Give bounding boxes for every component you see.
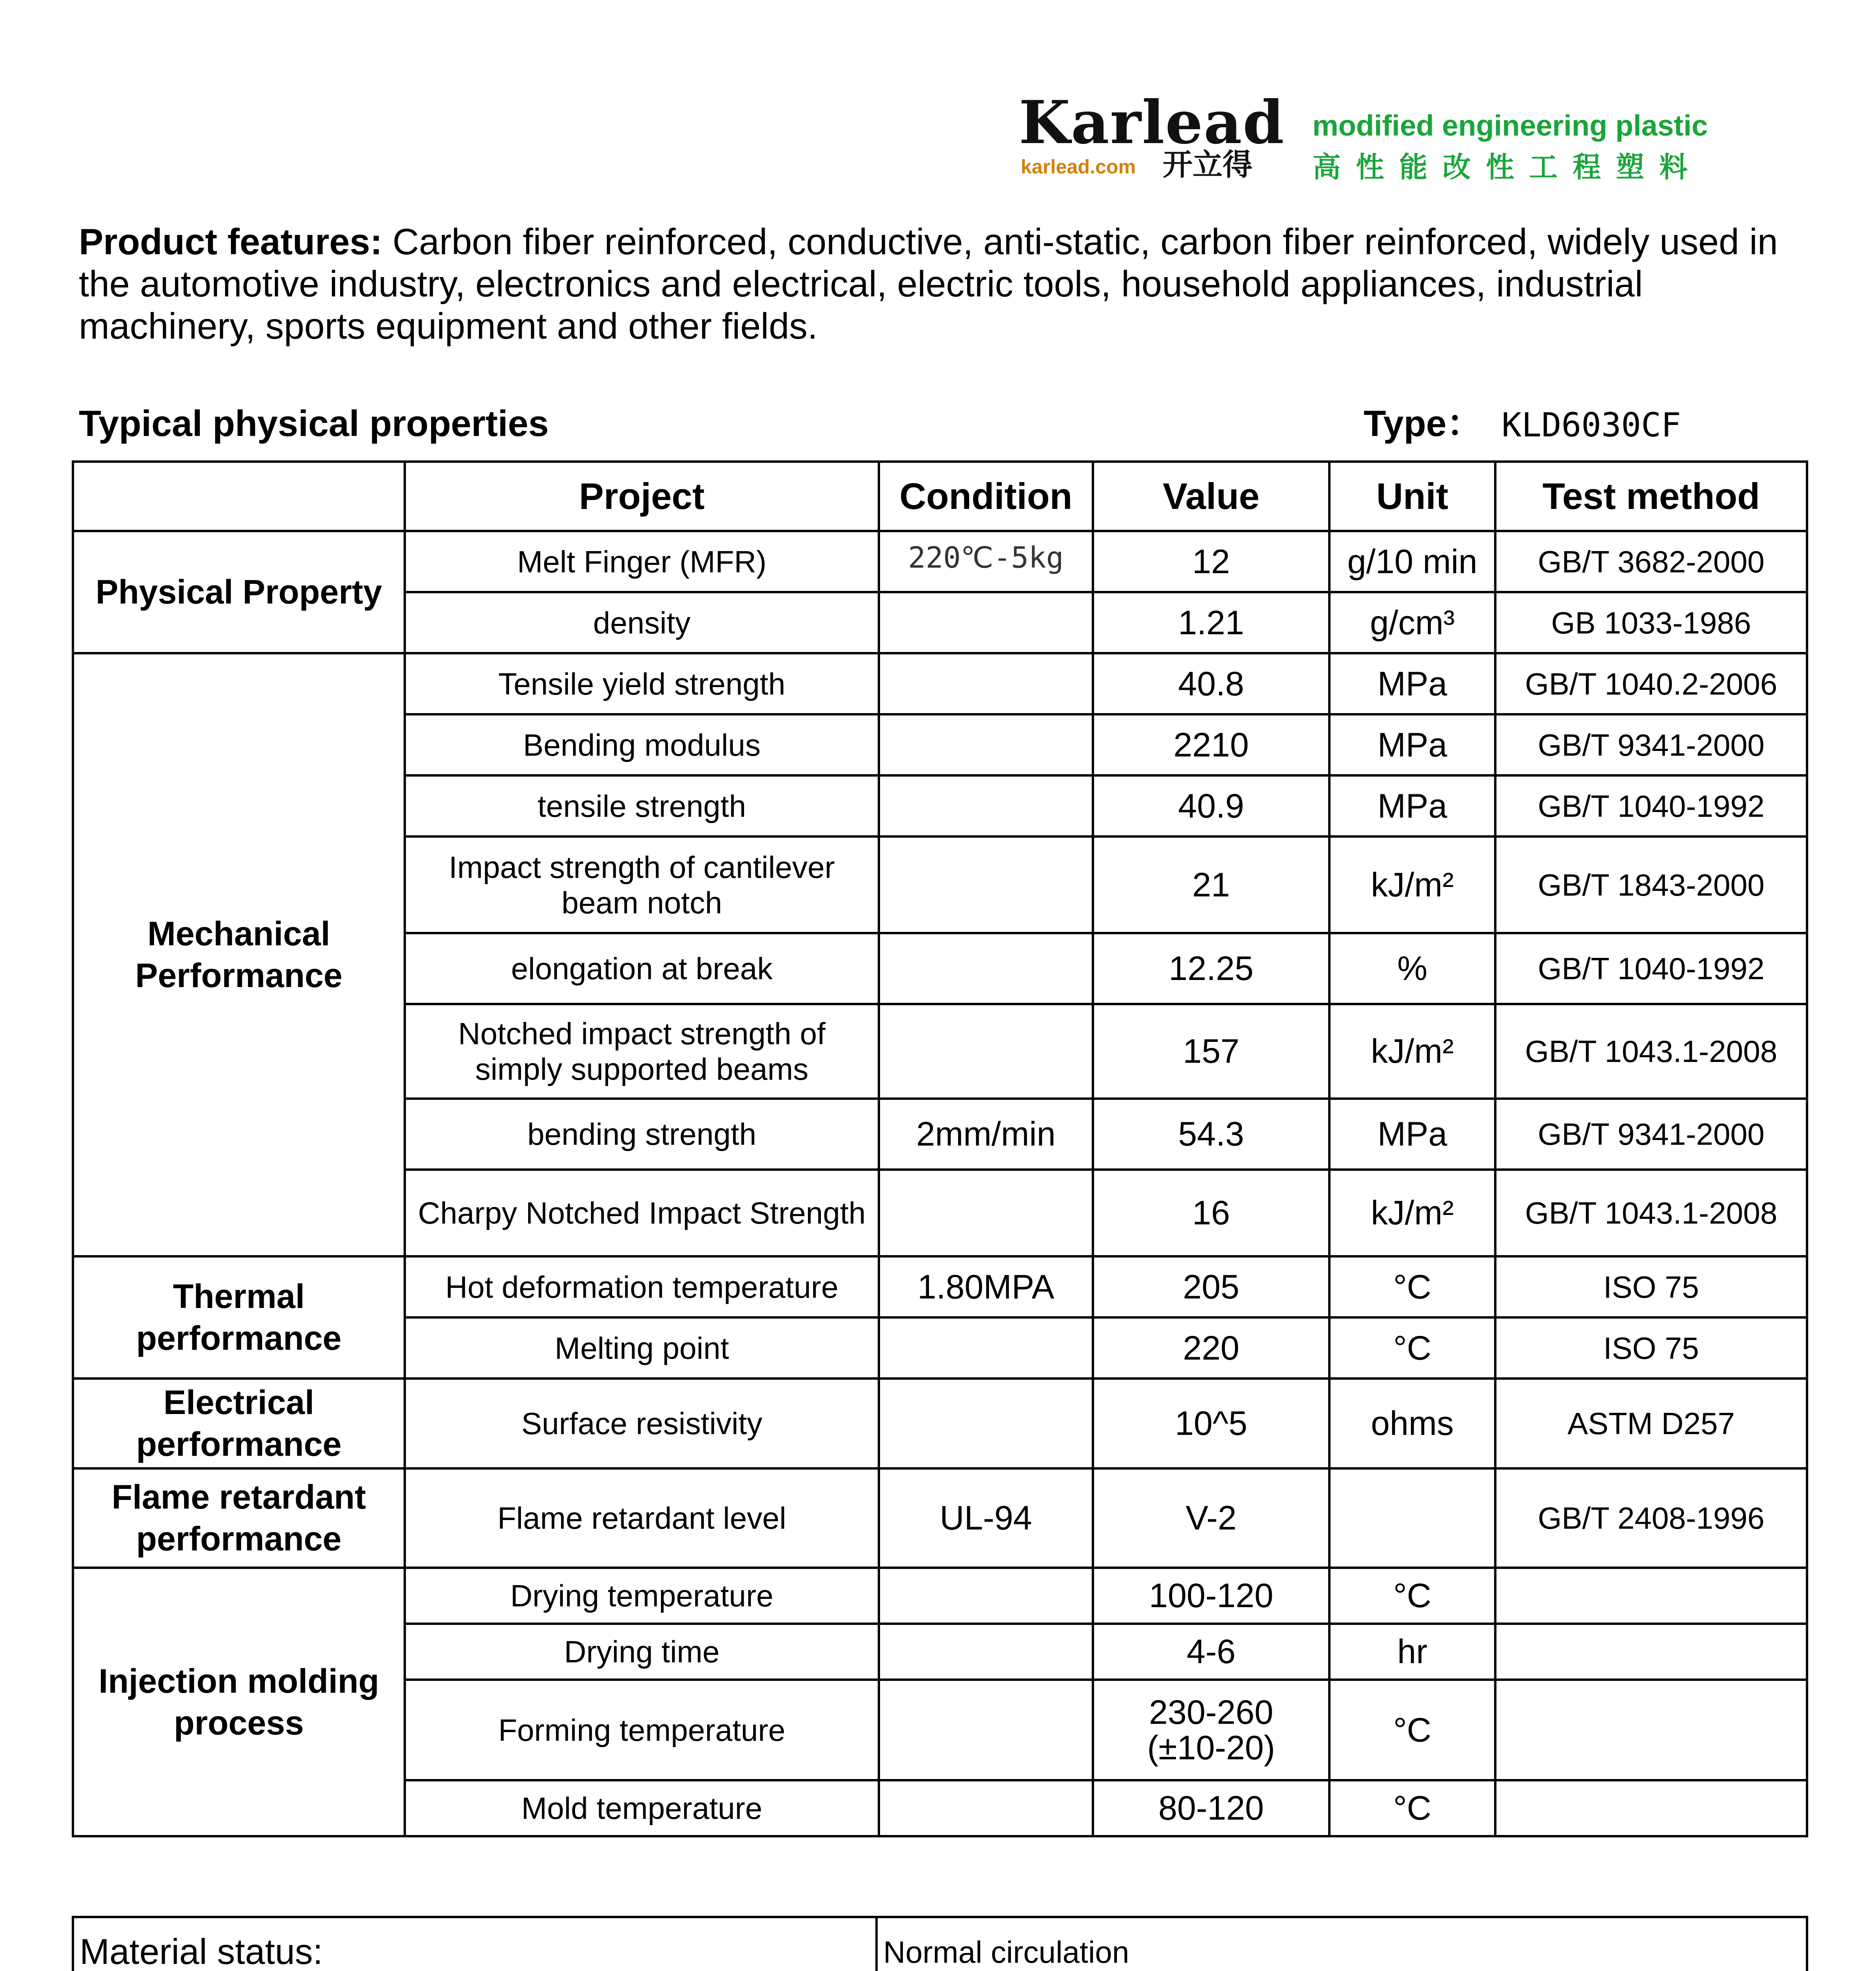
- unit-cell: kJ/m²: [1329, 1170, 1495, 1256]
- tagline: modified engineering plastic: [1312, 109, 1708, 142]
- unit-cell: MPa: [1329, 653, 1495, 714]
- method-cell: [1495, 1780, 1807, 1836]
- method-cell: GB/T 9341-2000: [1495, 1099, 1807, 1170]
- unit-cell: MPa: [1329, 775, 1495, 836]
- table-row: [73, 653, 1807, 714]
- value-cell: 54.3: [1093, 1099, 1329, 1170]
- project-cell: Tensile yield strength: [405, 653, 879, 714]
- brand-website: karlead.com: [1021, 156, 1136, 178]
- condition-cell: [879, 1624, 1093, 1680]
- condition-cell: [879, 933, 1093, 1004]
- unit-cell: MPa: [1329, 1099, 1495, 1170]
- table-row: [73, 1379, 1807, 1468]
- method-cell: GB/T 9341-2000: [1495, 714, 1807, 775]
- info-label: Material status:: [73, 1917, 877, 1971]
- tagline-chinese: 高性能改性工程塑料: [1312, 150, 1703, 184]
- category-cell: Injection molding process: [73, 1568, 405, 1836]
- value-cell: 1.21: [1093, 592, 1329, 653]
- condition-cell: [879, 1780, 1093, 1836]
- properties-title: Typical physical properties: [79, 403, 549, 444]
- table-row: [73, 1256, 1807, 1317]
- project-cell: Notched impact strength of simply supported beams: [405, 1004, 879, 1099]
- value-cell: 4-6: [1093, 1624, 1329, 1680]
- value-cell: 100-120: [1093, 1568, 1329, 1624]
- condition-cell: 2mm/min: [879, 1099, 1093, 1170]
- project-cell: Melting point: [405, 1317, 879, 1379]
- method-cell: ASTM D257: [1495, 1379, 1807, 1468]
- unit-cell: hr: [1329, 1624, 1495, 1680]
- category-cell: Thermal performance: [73, 1256, 405, 1379]
- project-cell: bending strength: [405, 1099, 879, 1170]
- condition-cell: [879, 714, 1093, 775]
- condition-cell: [879, 1004, 1093, 1099]
- project-cell: Surface resistivity: [405, 1379, 879, 1468]
- value-cell: 220: [1093, 1317, 1329, 1379]
- product-features-text: Carbon fiber reinforced, conductive, anti-static, carbon fiber reinforced, widely used in the automotive industry, electronics and electrical, electric tools, household appliances, industrial machinery, sports equipment and other fields.: [79, 221, 1778, 347]
- project-cell: Charpy Notched Impact Strength: [405, 1170, 879, 1256]
- product-features: [79, 221, 1821, 347]
- project-cell: Drying temperature: [405, 1568, 879, 1624]
- project-cell: elongation at break: [405, 933, 879, 1004]
- value-cell: V-2: [1093, 1468, 1329, 1568]
- condition-cell: [879, 653, 1093, 714]
- unit-cell: kJ/m²: [1329, 836, 1495, 933]
- project-cell: Bending modulus: [405, 714, 879, 775]
- method-cell: [1495, 1568, 1807, 1624]
- unit-cell: %: [1329, 933, 1495, 1004]
- method-cell: [1495, 1624, 1807, 1680]
- value-cell: 230-260 (±10-20): [1093, 1680, 1329, 1780]
- condition-cell: 220℃-5kg: [879, 531, 1093, 592]
- method-cell: GB/T 1043.1-2008: [1495, 1170, 1807, 1256]
- condition-cell: 1.80MPA: [879, 1256, 1093, 1317]
- value-cell: 205: [1093, 1256, 1329, 1317]
- method-cell: GB/T 1043.1-2008: [1495, 1004, 1807, 1099]
- info-row: [73, 1917, 1807, 1971]
- project-cell: Flame retardant level: [405, 1468, 879, 1568]
- method-cell: GB/T 1040.2-2006: [1495, 653, 1807, 714]
- condition-cell: [879, 1680, 1093, 1780]
- method-cell: [1495, 1680, 1807, 1780]
- unit-cell: MPa: [1329, 714, 1495, 775]
- method-cell: GB/T 1040-1992: [1495, 775, 1807, 836]
- value-cell: 21: [1093, 836, 1329, 933]
- condition-cell: [879, 836, 1093, 933]
- value-cell: 10^5: [1093, 1379, 1329, 1468]
- unit-cell: [1329, 1468, 1495, 1568]
- unit-cell: °C: [1329, 1317, 1495, 1379]
- type-label: Type：: [1364, 403, 1483, 444]
- unit-cell: g/10 min: [1329, 531, 1495, 592]
- type-value: KLD6030CF: [1502, 406, 1681, 444]
- value-cell: 80-120: [1093, 1780, 1329, 1836]
- value-cell: 12.25: [1093, 933, 1329, 1004]
- brand-logo: Karlead: [1019, 88, 1285, 157]
- project-cell: Drying time: [405, 1624, 879, 1680]
- unit-cell: °C: [1329, 1256, 1495, 1317]
- project-cell: Melt Finger (MFR): [405, 531, 879, 592]
- unit-cell: °C: [1329, 1680, 1495, 1780]
- table-header-cell: Test method: [1495, 462, 1807, 531]
- unit-cell: kJ/m²: [1329, 1004, 1495, 1099]
- condition-cell: [879, 1568, 1093, 1624]
- condition-cell: [879, 1317, 1093, 1379]
- table-header-cell: Value: [1093, 462, 1329, 531]
- value-cell: 16: [1093, 1170, 1329, 1256]
- table-header-cell: Unit: [1329, 462, 1495, 531]
- unit-cell: g/cm³: [1329, 592, 1495, 653]
- unit-cell: ohms: [1329, 1379, 1495, 1468]
- table-header-cell: Condition: [879, 462, 1093, 531]
- method-cell: GB/T 2408-1996: [1495, 1468, 1807, 1568]
- table-header-blank: [73, 462, 405, 531]
- value-cell: 12: [1093, 531, 1329, 592]
- table-row: [73, 1568, 1807, 1624]
- table-header-row: [73, 462, 1807, 531]
- project-cell: tensile strength: [405, 775, 879, 836]
- category-cell: Electrical performance: [73, 1379, 405, 1468]
- table-row: [73, 1468, 1807, 1568]
- value-cell: 40.8: [1093, 653, 1329, 714]
- value-cell: 157: [1093, 1004, 1329, 1099]
- method-cell: GB 1033-1986: [1495, 592, 1807, 653]
- value-cell: 40.9: [1093, 775, 1329, 836]
- material-info-table: [72, 1916, 1808, 1971]
- project-cell: Forming temperature: [405, 1680, 879, 1780]
- category-cell: Flame retardant performance: [73, 1468, 405, 1568]
- info-value: Normal circulation: [877, 1917, 1807, 1971]
- category-cell: Mechanical Performance: [73, 653, 405, 1256]
- table-row: [73, 531, 1807, 592]
- table-header-cell: Project: [405, 462, 879, 531]
- condition-cell: [879, 1170, 1093, 1256]
- properties-table: [72, 460, 1808, 1837]
- category-cell: Physical Property: [73, 531, 405, 653]
- method-cell: GB/T 1843-2000: [1495, 836, 1807, 933]
- condition-cell: [879, 775, 1093, 836]
- product-features-label: Product features:: [79, 221, 382, 262]
- project-cell: density: [405, 592, 879, 653]
- brand-chinese-name: 开立得: [1163, 147, 1253, 182]
- condition-cell: [879, 1379, 1093, 1468]
- method-cell: GB/T 3682-2000: [1495, 531, 1807, 592]
- value-cell: 2210: [1093, 714, 1329, 775]
- project-cell: Impact strength of cantilever beam notch: [405, 836, 879, 933]
- project-cell: Hot deformation temperature: [405, 1256, 879, 1317]
- condition-cell: UL-94: [879, 1468, 1093, 1568]
- method-cell: ISO 75: [1495, 1317, 1807, 1379]
- unit-cell: °C: [1329, 1780, 1495, 1836]
- project-cell: Mold temperature: [405, 1780, 879, 1836]
- method-cell: ISO 75: [1495, 1256, 1807, 1317]
- method-cell: GB/T 1040-1992: [1495, 933, 1807, 1004]
- unit-cell: °C: [1329, 1568, 1495, 1624]
- condition-cell: [879, 592, 1093, 653]
